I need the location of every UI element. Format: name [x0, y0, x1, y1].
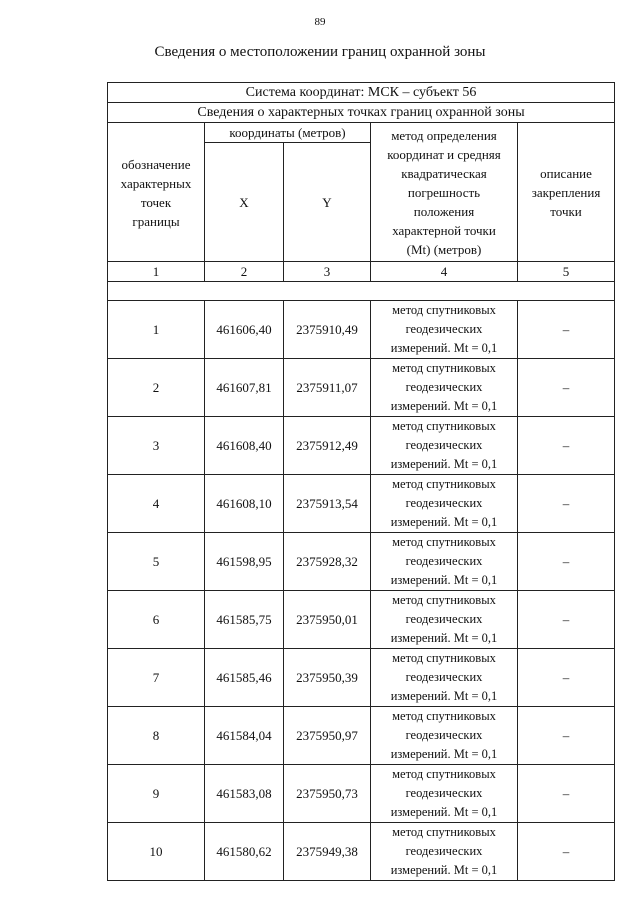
method-line: геодезических	[405, 612, 483, 626]
header-designation-line: границы	[132, 213, 180, 229]
y-coordinate-cell: 2375950,73	[284, 765, 371, 823]
method-line: метод спутниковых	[392, 709, 496, 723]
x-coordinate-cell: 461606,40	[205, 301, 284, 359]
description-cell: –	[518, 475, 615, 533]
method-line: измерений. Mt = 0,1	[390, 689, 498, 703]
method-line: измерений. Mt = 0,1	[390, 805, 498, 819]
method-line: метод спутниковых	[392, 593, 496, 607]
header-designation-line: точек	[140, 194, 172, 210]
description-cell: –	[518, 765, 615, 823]
method-cell	[371, 359, 518, 417]
table-row	[108, 359, 615, 417]
method-line: метод спутниковых	[392, 477, 496, 491]
method-cell	[371, 765, 518, 823]
y-coordinate-cell: 2375950,01	[284, 591, 371, 649]
subtitle-row	[108, 103, 615, 123]
method-cell	[371, 591, 518, 649]
x-coordinate-cell: 461580,62	[205, 823, 284, 881]
method-cell	[371, 533, 518, 591]
point-number-cell: 5	[108, 533, 205, 591]
y-coordinate-cell: 2375928,32	[284, 533, 371, 591]
point-number-cell: 7	[108, 649, 205, 707]
x-coordinate-cell: 461608,10	[205, 475, 284, 533]
method-line: измерений. Mt = 0,1	[390, 457, 498, 471]
header-method-line: метод определения	[391, 128, 497, 143]
method-line: измерений. Mt = 0,1	[390, 341, 498, 355]
column-number: 4	[371, 262, 518, 282]
method-line: метод спутниковых	[392, 651, 496, 665]
method-line: метод спутниковых	[392, 767, 496, 781]
header-method	[371, 123, 518, 262]
header-method-line: квадратическая	[401, 166, 487, 181]
boundary-points-table	[107, 82, 615, 881]
header-description-line: закрепления	[531, 185, 601, 200]
header-method-line: (Mt) (метров)	[406, 242, 482, 257]
method-line: геодезических	[405, 438, 483, 452]
method-cell	[371, 417, 518, 475]
description-cell: –	[518, 301, 615, 359]
method-line: измерений. Mt = 0,1	[390, 863, 498, 877]
table-subtitle-cell: Сведения о характерных точках границ охранной зоны	[108, 103, 615, 123]
method-cell	[371, 707, 518, 765]
description-cell: –	[518, 823, 615, 881]
y-coordinate-cell: 2375910,49	[284, 301, 371, 359]
method-line: геодезических	[405, 322, 483, 336]
header-method-line: характерной точки	[392, 223, 496, 238]
description-cell: –	[518, 649, 615, 707]
method-cell	[371, 301, 518, 359]
point-number-cell: 1	[108, 301, 205, 359]
coord-system-row	[108, 83, 615, 103]
empty-row	[108, 282, 615, 301]
table-row	[108, 707, 615, 765]
table-row	[108, 765, 615, 823]
header-coordinates: координаты (метров)	[205, 123, 371, 143]
point-number-cell: 4	[108, 475, 205, 533]
header-designation	[108, 123, 205, 262]
y-coordinate-cell: 2375950,39	[284, 649, 371, 707]
header-designation-line: характерных	[120, 175, 192, 191]
point-number-cell: 9	[108, 765, 205, 823]
header-description	[518, 123, 615, 262]
y-coordinate-cell: 2375913,54	[284, 475, 371, 533]
table-row	[108, 649, 615, 707]
header-description-line: точки	[550, 204, 582, 219]
table-row	[108, 533, 615, 591]
table-row	[108, 591, 615, 649]
method-line: метод спутниковых	[392, 535, 496, 549]
method-cell	[371, 475, 518, 533]
y-coordinate-cell: 2375949,38	[284, 823, 371, 881]
column-number: 1	[108, 262, 205, 282]
method-line: метод спутниковых	[392, 825, 496, 839]
header-row-1	[108, 123, 615, 143]
x-coordinate-cell: 461608,40	[205, 417, 284, 475]
table-row	[108, 301, 615, 359]
point-number-cell: 6	[108, 591, 205, 649]
coord-system-cell: Система координат: МСК – субъект 56	[108, 83, 615, 103]
y-coordinate-cell: 2375912,49	[284, 417, 371, 475]
method-line: измерений. Mt = 0,1	[390, 747, 498, 761]
method-line: измерений. Mt = 0,1	[390, 399, 498, 413]
description-cell: –	[518, 591, 615, 649]
header-y: Y	[284, 143, 371, 262]
description-cell: –	[518, 533, 615, 591]
x-coordinate-cell: 461598,95	[205, 533, 284, 591]
method-line: геодезических	[405, 728, 483, 742]
method-cell	[371, 823, 518, 881]
method-line: геодезических	[405, 380, 483, 394]
x-coordinate-cell: 461607,81	[205, 359, 284, 417]
header-x: X	[205, 143, 284, 262]
point-number-cell: 3	[108, 417, 205, 475]
method-line: измерений. Mt = 0,1	[390, 573, 498, 587]
header-description-line: описание	[540, 166, 592, 181]
table-row	[108, 823, 615, 881]
method-line: метод спутниковых	[392, 361, 496, 375]
column-number-row	[108, 262, 615, 282]
x-coordinate-cell: 461584,04	[205, 707, 284, 765]
column-number: 5	[518, 262, 615, 282]
description-cell: –	[518, 417, 615, 475]
y-coordinate-cell: 2375911,07	[284, 359, 371, 417]
method-line: измерений. Mt = 0,1	[390, 515, 498, 529]
method-line: метод спутниковых	[392, 419, 496, 433]
header-method-line: погрешность	[407, 185, 481, 200]
point-number-cell: 10	[108, 823, 205, 881]
page-number: 89	[314, 16, 326, 28]
header-designation-line: обозначение	[121, 156, 191, 172]
empty-cell	[108, 282, 615, 301]
table-row	[108, 417, 615, 475]
method-line: геодезических	[405, 670, 483, 684]
x-coordinate-cell: 461583,08	[205, 765, 284, 823]
point-number-cell: 8	[108, 707, 205, 765]
x-coordinate-cell: 461585,75	[205, 591, 284, 649]
column-number: 3	[284, 262, 371, 282]
point-number-cell: 2	[108, 359, 205, 417]
column-number: 2	[205, 262, 284, 282]
description-cell: –	[518, 359, 615, 417]
header-method-line: положения	[413, 204, 475, 219]
header-method-line: координат и средняя	[387, 147, 501, 162]
method-line: геодезических	[405, 496, 483, 510]
y-coordinate-cell: 2375950,97	[284, 707, 371, 765]
method-line: метод спутниковых	[392, 303, 496, 317]
method-line: геодезических	[405, 786, 483, 800]
table-row	[108, 475, 615, 533]
method-cell	[371, 649, 518, 707]
method-line: геодезических	[405, 844, 483, 858]
x-coordinate-cell: 461585,46	[205, 649, 284, 707]
method-line: геодезических	[405, 554, 483, 568]
document-title: Сведения о местоположении границ охранной зоны	[154, 44, 486, 60]
method-line: измерений. Mt = 0,1	[390, 631, 498, 645]
description-cell: –	[518, 707, 615, 765]
